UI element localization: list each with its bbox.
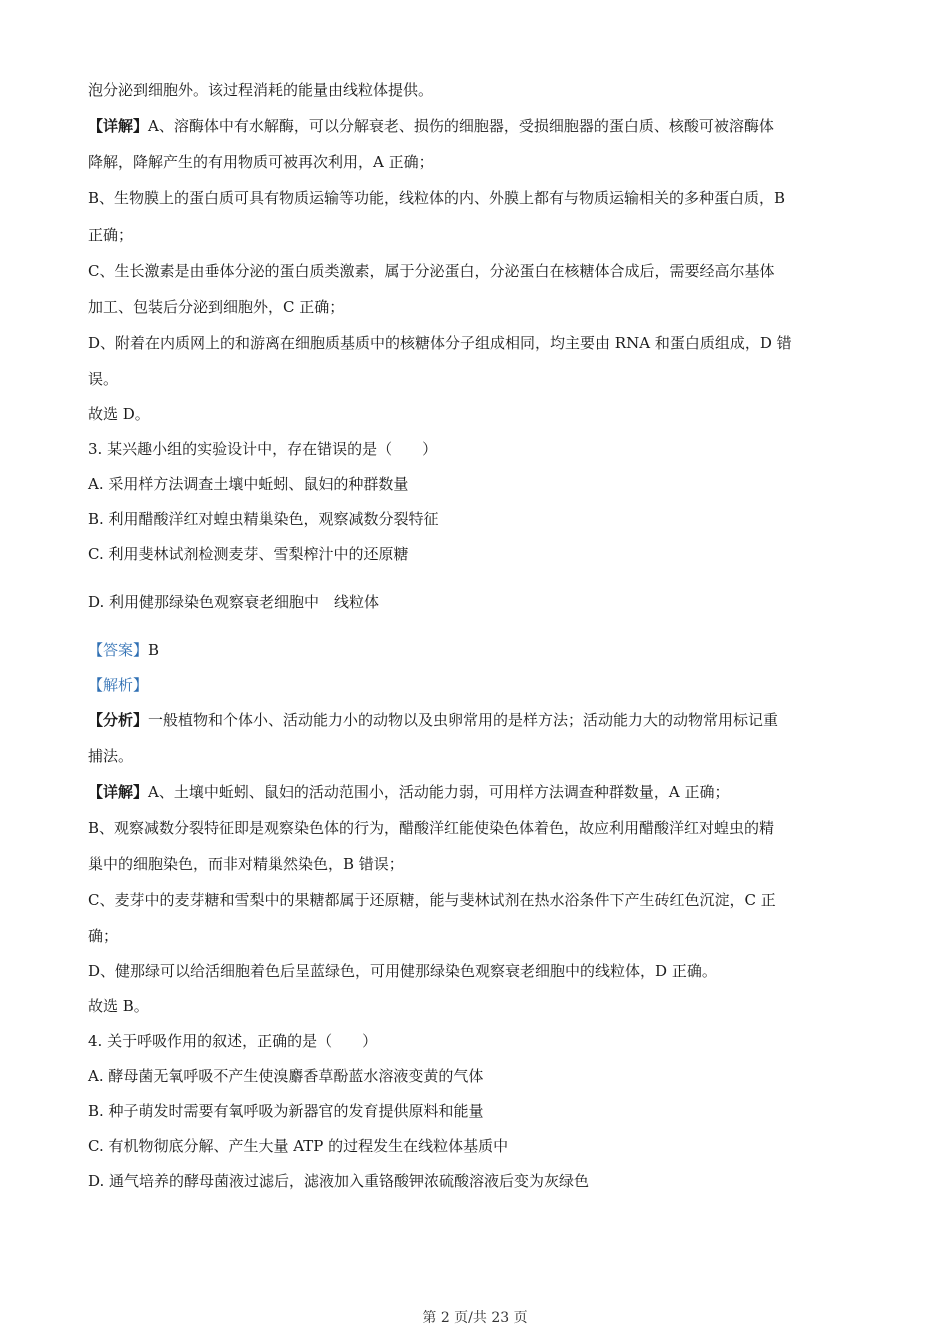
text-line: 巢中的细胞染色，而非对精巢然染色，B 错误；	[88, 855, 404, 873]
text-line: B、观察减数分裂特征即是观察染色体的行为，醋酸洋红能使染色体着色，故应利用醋酸洋红对蝗虫的精	[88, 819, 775, 837]
detail-label: 【详解】	[88, 117, 149, 135]
text-line: B、生物膜上的蛋白质可具有物质运输等功能，线粒体的内、外膜上都有与物质运输相关的多种蛋白质，B	[88, 189, 786, 207]
text-line: 确；	[88, 927, 119, 945]
answer-line	[88, 640, 159, 660]
detail-text: A、土壤中蚯蚓、鼠妇的活动范围小，活动能力弱，可用样方法调查种群数量，A 正确；	[148, 783, 730, 801]
option-b: B. 利用醋酸洋红对蝗虫精巢染色，观察减数分裂特征	[88, 510, 439, 528]
detail-line	[88, 782, 729, 802]
text-line: 泡分泌到细胞外。该过程消耗的能量由线粒体提供。	[88, 81, 434, 99]
text-line: 误。	[88, 370, 119, 388]
analysis-label: 【解析】	[88, 676, 149, 694]
text-line: 降解，降解产生的有用物质可被再次利用，A 正确；	[88, 153, 434, 171]
option-a: A. 酵母菌无氧呼吸不产生使溴麝香草酚蓝水溶液变黄的气体	[88, 1067, 484, 1085]
option-d: D. 通气培养的酵母菌液过滤后，滤液加入重铬酸钾浓硫酸溶液后变为灰绿色	[88, 1172, 590, 1190]
answer-value: B	[148, 641, 160, 659]
option-a: A. 采用样方法调查土壤中蚯蚓、鼠妇的种群数量	[88, 475, 409, 493]
text-line: D、健那绿可以给活细胞着色后呈蓝绿色，可用健那绿染色观察衰老细胞中的线粒体，D 正确。	[88, 962, 717, 980]
text-line: C、麦芽中的麦芽糖和雪梨中的果糖都属于还原糖，能与斐林试剂在热水浴条件下产生砖红色沉淀，C 正	[88, 891, 776, 909]
text-line: D、附着在内质网上的和游离在细胞质基质中的核糖体分子组成相同，均主要由 RNA 和蛋白质组成，D 错	[88, 334, 792, 352]
text-line: 正确；	[88, 226, 134, 244]
fenxi-text: 一般植物和个体小、活动能力小的动物以及虫卵常用的是样方法；活动能力大的动物常用标记重	[148, 711, 779, 729]
detail-label: 【详解】	[88, 783, 149, 801]
fenxi-line	[88, 710, 778, 730]
text-line: C、生长激素是由垂体分泌的蛋白质类激素，属于分泌蛋白，分泌蛋白在核糖体合成后，需要经高尔基体	[88, 262, 775, 280]
option-c: C. 有机物彻底分解、产生大量 ATP 的过程发生在线粒体基质中	[88, 1137, 509, 1155]
detail-line	[88, 116, 774, 136]
text-line: 故选 D。	[88, 405, 150, 423]
option-c: C. 利用斐林试剂检测麦芽、雪梨榨汁中的还原糖	[88, 545, 409, 563]
text-line: 故选 B。	[88, 997, 149, 1015]
question-stem: 3. 某兴趣小组的实验设计中，存在错误的是（ ）	[88, 440, 438, 458]
text-line: 加工、包装后分泌到细胞外，C 正确；	[88, 298, 345, 316]
answer-label: 【答案】	[88, 641, 149, 659]
fenxi-label: 【分析】	[88, 711, 149, 729]
detail-text: A、溶酶体中有水解酶，可以分解衰老、损伤的细胞器，受损细胞器的蛋白质、核酸可被溶酶体	[148, 117, 774, 135]
question-stem: 4. 关于呼吸作用的叙述，正确的是（ ）	[88, 1032, 378, 1050]
option-d: D. 利用健那绿染色观察衰老细胞中 线粒体	[88, 593, 380, 611]
page-footer: 第 2 页/共 23 页	[422, 1310, 528, 1326]
option-b: B. 种子萌发时需要有氧呼吸为新器官的发育提供原料和能量	[88, 1102, 484, 1120]
text-line: 捕法。	[88, 747, 134, 765]
